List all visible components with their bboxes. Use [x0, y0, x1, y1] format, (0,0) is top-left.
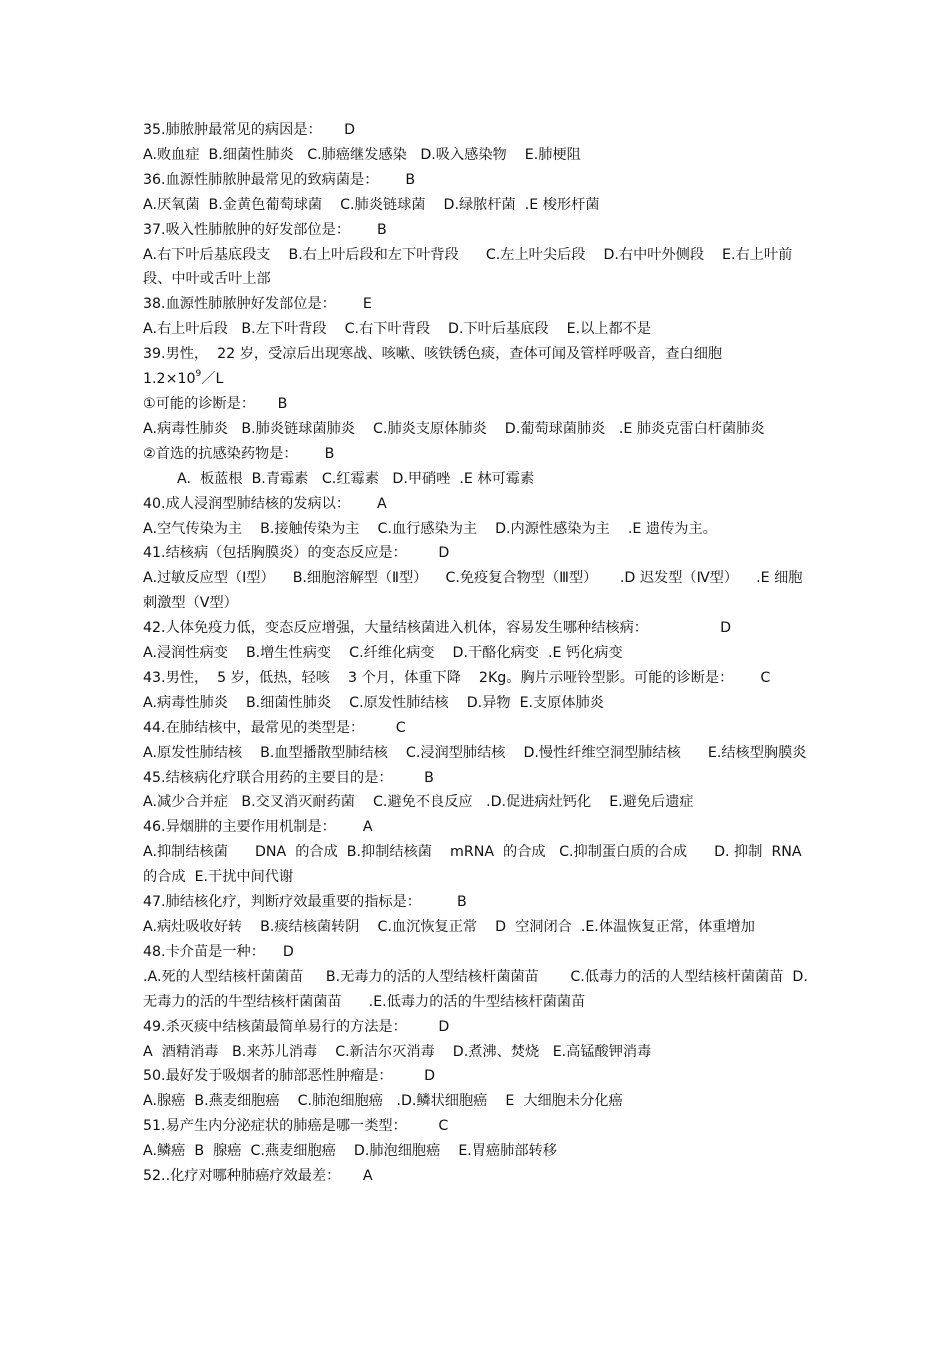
lab-value-line	[143, 367, 813, 392]
answer-options: A.减少合并症 B.交叉消灭耐药菌 C.避免不良反应 .D.促进病灶钙化 E.避免后遗症	[143, 794, 694, 811]
answer-options: A 酒精消毒 B.来苏儿消毒 C.新洁尔灭消毒 D.煮沸、焚烧 E.高锰酸钾消毒	[143, 1043, 652, 1060]
question-stem: 42.人体免疫力低，变态反应增强，大量结核菌进入机体，容易发生哪种结核病： D	[143, 620, 732, 637]
answer-options: A.抑制结核菌 DNA 的合成 B.抑制结核菌 mRNA 的合成 C.抑制蛋白质的合成 D. 抑制 RNA 的合成 E.干扰中间代谢	[143, 844, 807, 886]
question-stem: ①可能的诊断是： B	[143, 395, 288, 412]
question-stem: 41.结核病（包括胸膜炎）的变态反应是： D	[143, 545, 450, 562]
question-stem: 35.肺脓肿最常见的病因是： D	[143, 122, 356, 138]
answer-options: A.原发性肺结核 B.血型播散型肺结核 C.浸润型肺结核 D.慢性纤维空洞型肺结核 E.结核型胸膜炎	[143, 744, 807, 761]
lab-value-exponent: 9	[195, 369, 202, 380]
question-stem: 49.杀灭痰中结核菌最简单易行的方法是： D	[143, 1018, 450, 1035]
answer-options: A.厌氧菌 B.金黄色葡萄球菌 C.肺炎链球菌 D.绿脓杆菌 .E 梭形杆菌	[143, 196, 600, 213]
question-stem: 52..化疗对哪种肺癌疗效最差： A	[143, 1168, 373, 1185]
answer-options: A.浸润性病变 B.增生性病变 C.纤维化病变 D.干酪化病变 .E 钙化病变	[143, 645, 623, 662]
question-stem: 48.卡介苗是一种： D	[143, 943, 294, 960]
question-stem: 51.易产生内分泌症状的肺癌是哪一类型： C	[143, 1118, 449, 1135]
lab-value-base: 1.2×10	[143, 371, 196, 388]
answer-options: A.病毒性肺炎 B.肺炎链球菌肺炎 C.肺炎支原体肺炎 D.葡萄球菌肺炎 .E 肺炎克雷白杆菌肺炎	[143, 420, 765, 437]
question-stem: 43.男性， 5 岁，低热，轻咳 3 个月，体重下降 2Kg。胸片示哑铃型影。可能的诊断是： C	[143, 669, 771, 686]
answer-options: A.病灶吸收好转 B.痰结核菌转阴 C.血沉恢复正常 D 空洞闭合 .E.体温恢复正常，体重增加	[143, 919, 755, 935]
answer-options: A.空气传染为主 B.接触传染为主 C.血行感染为主 D.内源性感染为主 .E 遗传为主。	[143, 520, 717, 537]
answer-options: A.鳞癌 B 腺癌 C.燕麦细胞癌 D.肺泡细胞癌 E.胃癌肺部转移	[143, 1143, 557, 1160]
question-stem: 39.男性， 22 岁，受凉后出现寒战、咳嗽、咳铁锈色痰，查体可闻及管样呼吸音，查白细胞	[143, 346, 723, 363]
answer-options: A.右下叶后基底段支 B.右上叶后段和左下叶背段 C.左上叶尖后段 D.右中叶外侧段 E.右上叶前段、中叶或舌叶上部	[143, 246, 793, 288]
question-stem: ②首选的抗感染药物是： B	[143, 445, 335, 462]
answer-options: A.病毒性肺炎 B.细菌性肺炎 C.原发性肺结核 D.异物 E.支原体肺炎	[143, 694, 604, 711]
answer-options: A. 板蓝根 B.青霉素 C.红霉素 D.甲硝唑 .E 林可霉素	[177, 470, 535, 487]
answer-options: A.过敏反应型（Ⅰ型） B.细胞溶解型（Ⅱ型） C.免疫复合物型（Ⅲ型） .D 迟发型（Ⅳ型） .E 细胞刺激型（Ⅴ型）	[143, 570, 803, 612]
question-stem: 50.最好发于吸烟者的肺部恶性肿瘤是： D	[143, 1068, 436, 1085]
question-stem: 38.血源性肺脓肿好发部位是： E	[143, 296, 372, 313]
question-stem: 40.成人浸润型肺结核的发病以： A	[143, 495, 387, 512]
question-stem: 36.血源性肺脓肿最常见的致病菌是： B	[143, 171, 416, 188]
answer-options: A.腺癌 B.燕麦细胞癌 C.肺泡细胞癌 .D.鳞状细胞癌 E 大细胞未分化癌	[143, 1093, 623, 1110]
answer-options: A.右上叶后段 B.左下叶背段 C.右下叶背段 D.下叶后基底段 E.以上都不是	[143, 321, 652, 338]
question-stem: 47.肺结核化疗，判断疗效最重要的指标是： B	[143, 894, 467, 911]
question-list	[143, 118, 813, 1189]
lab-value-unit: ／L	[201, 371, 224, 388]
question-stem: 45.结核病化疗联合用药的主要目的是： B	[143, 769, 434, 786]
question-stem: 46.异烟肼的主要作用机制是： A	[143, 819, 373, 836]
answer-options: A.败血症 B.细菌性肺炎 C.肺癌继发感染 D.吸入感染物 E.肺梗阻	[143, 146, 581, 163]
answer-options: .A.死的人型结核杆菌菌苗 B.无毒力的活的人型结核杆菌菌苗 C.低毒力的活的人型结核杆菌菌苗 D.无毒力的活的牛型结核杆菌菌苗 .E.低毒力的活的牛型结核杆菌菌苗	[143, 968, 808, 1010]
question-stem: 44.在肺结核中，最常见的类型是： C	[143, 719, 406, 736]
question-stem: 37.吸入性肺脓肿的好发部位是： B	[143, 221, 387, 238]
